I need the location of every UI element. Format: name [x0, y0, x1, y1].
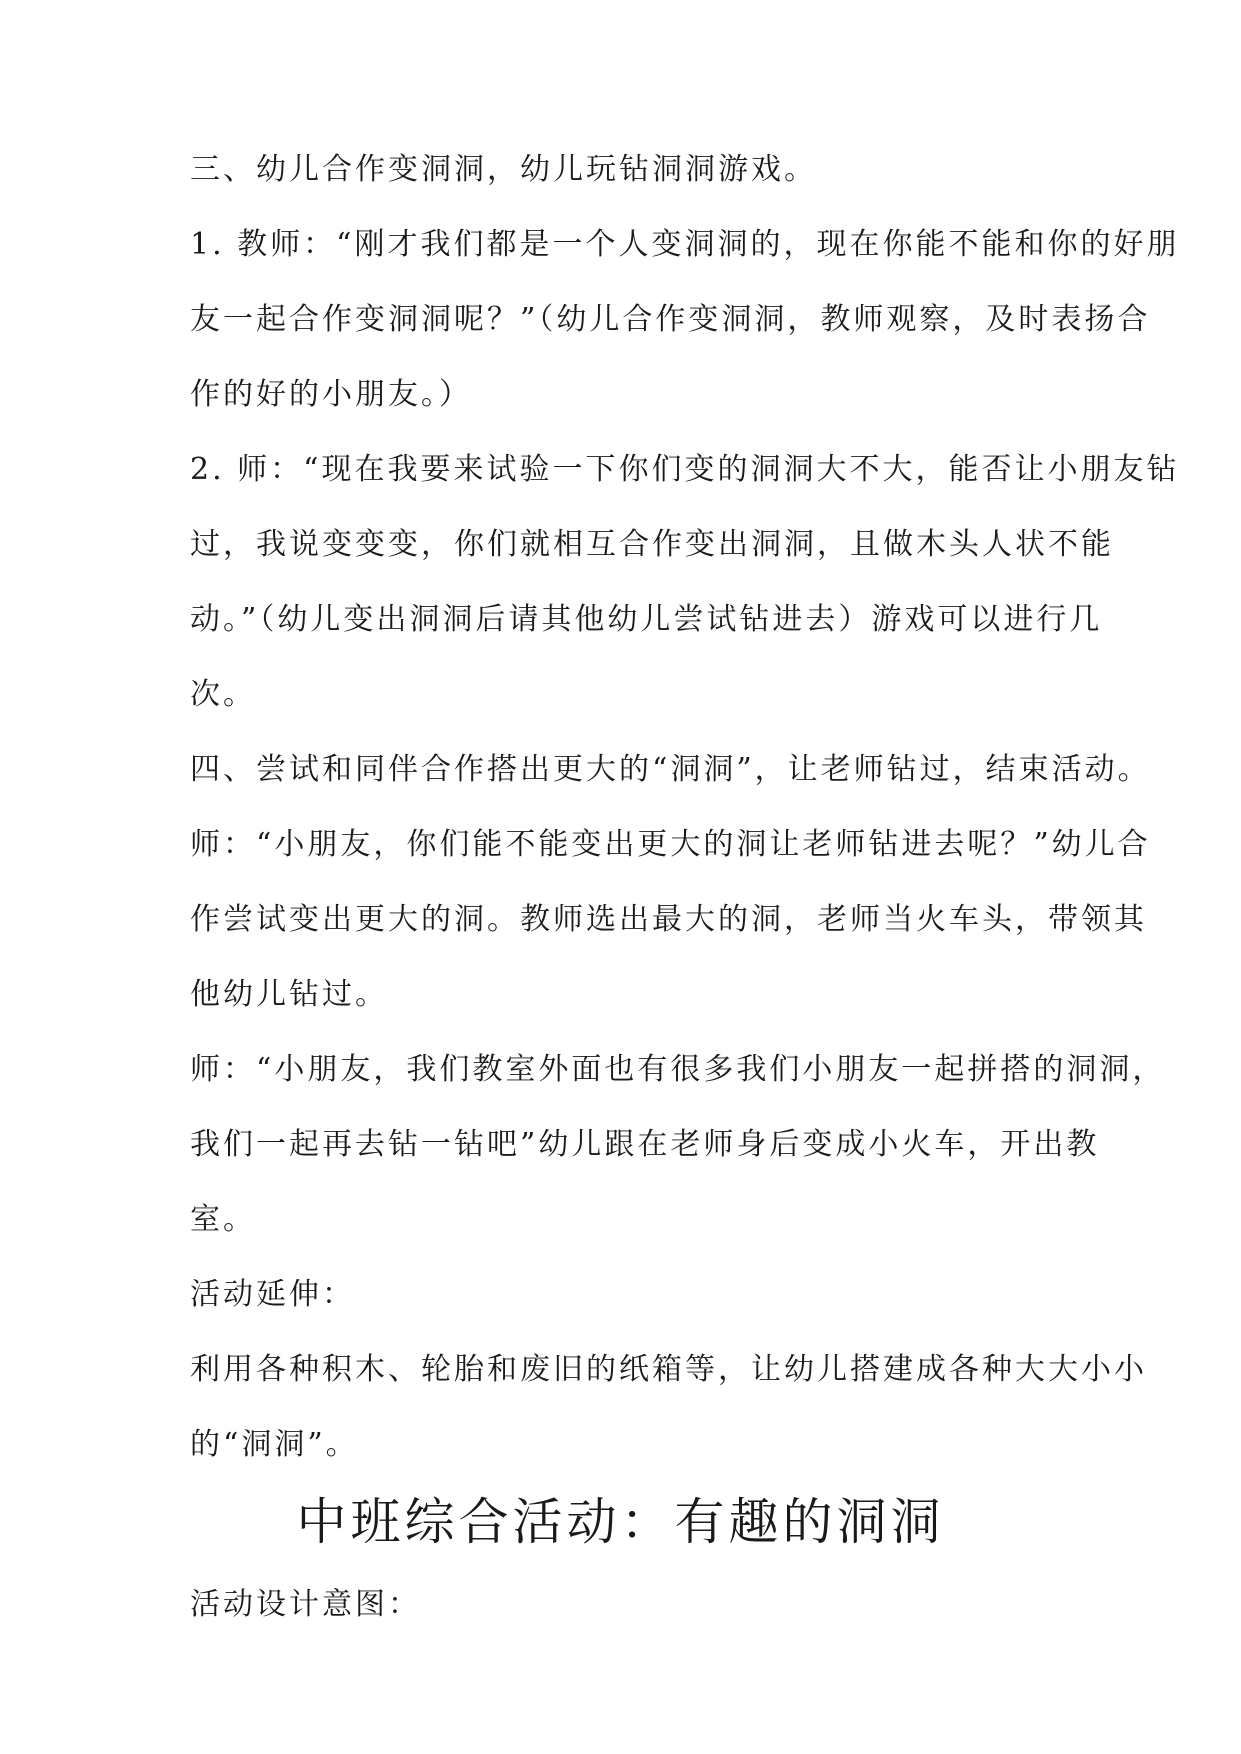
paragraph-line: 次。 — [190, 677, 256, 712]
extension-label: 活动延伸： — [190, 1277, 355, 1312]
paragraph-line: 过，我说变变变，你们就相互合作变出洞洞，且做木头人状不能 — [190, 527, 1114, 562]
paragraph-line: 他幼儿钻过。 — [190, 977, 388, 1012]
paragraph-line: 师：“小朋友，我们教室外面也有很多我们小朋友一起拼搭的洞洞， — [190, 1052, 1166, 1087]
document-title: 中班综合活动：有趣的洞洞 — [296, 1493, 945, 1551]
paragraph-line: 作尝试变出更大的洞。教师选出最大的洞，老师当火车头，带领其 — [190, 902, 1147, 937]
paragraph-line: 的“洞洞”。 — [190, 1427, 359, 1462]
paragraph-line: 师：“小朋友，你们能不能变出更大的洞让老师钻进去呢？”幼儿合 — [190, 827, 1151, 862]
design-intent-label: 活动设计意图： — [190, 1587, 421, 1622]
paragraph-line: 作的好的小朋友。） — [190, 377, 472, 412]
paragraph-line: 1. 教师：“刚才我们都是一个人变洞洞的，现在你能不能和你的好朋 — [190, 227, 1180, 262]
section-heading-4: 四、尝试和同伴合作搭出更大的“洞洞”，让老师钻过，结束活动。 — [190, 752, 1151, 787]
section-heading-3: 三、幼儿合作变洞洞，幼儿玩钻洞洞游戏。 — [190, 152, 817, 187]
paragraph-line: 利用各种积木、轮胎和废旧的纸箱等，让幼儿搭建成各种大大小小 — [190, 1352, 1147, 1387]
paragraph-line: 我们一起再去钻一钻吧”幼儿跟在老师身后变成小火车，开出教 — [190, 1127, 1100, 1162]
paragraph-line: 2. 师：“现在我要来试验一下你们变的洞洞大不大，能否让小朋友钻 — [190, 452, 1180, 487]
paragraph-line: 动。”（幼儿变出洞洞后请其他幼儿尝试钻进去）游戏可以进行几 — [190, 602, 1103, 637]
paragraph-line: 友一起合作变洞洞呢？”（幼儿合作变洞洞，教师观察，及时表扬合 — [190, 302, 1151, 337]
paragraph-line: 室。 — [190, 1202, 256, 1237]
